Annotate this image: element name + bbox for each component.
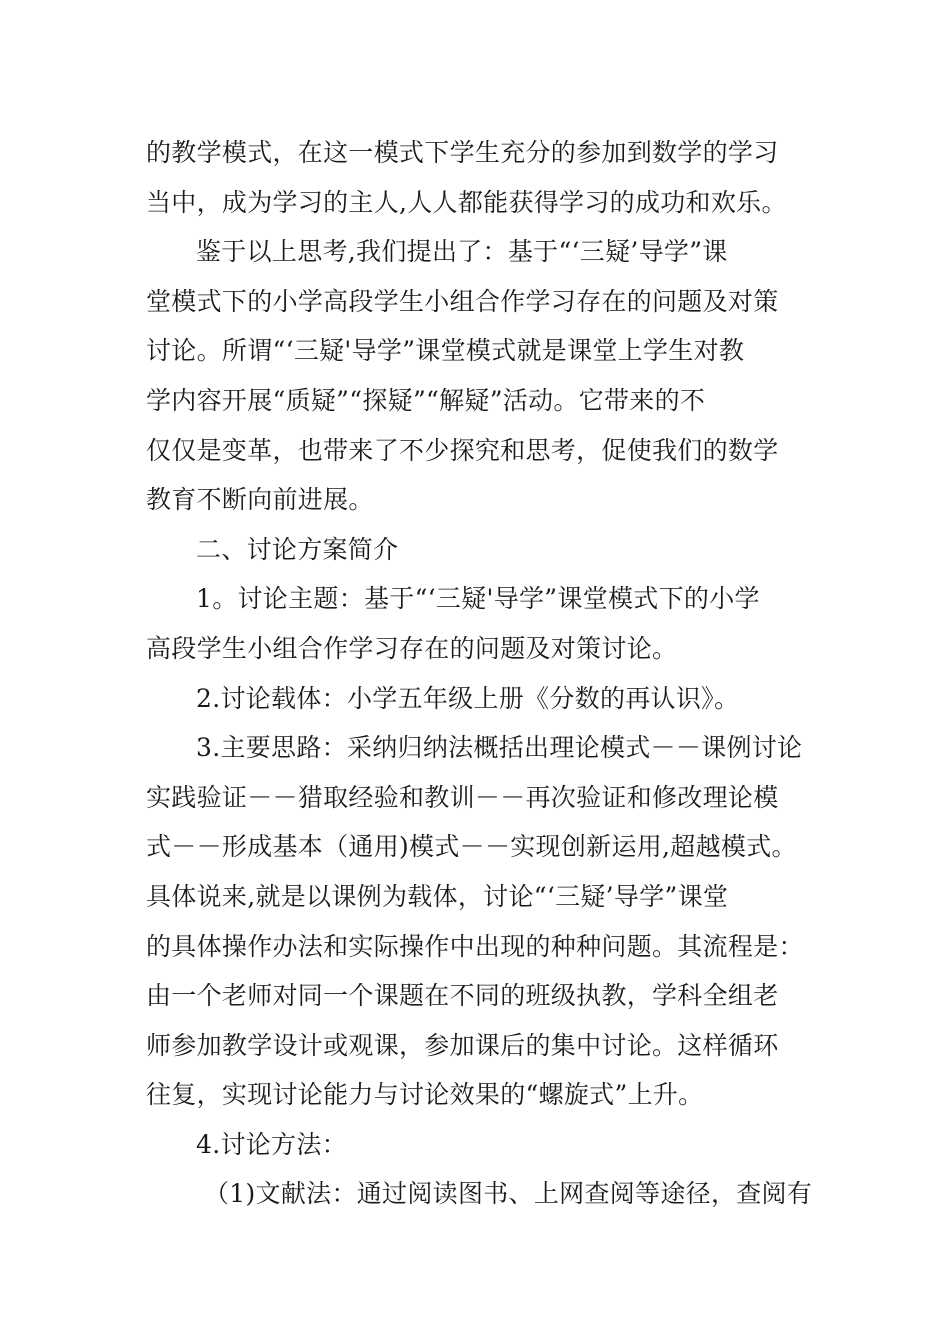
text-line: 的教学模式，在这一模式下学生充分的参加到数学的学习 <box>146 138 779 167</box>
text-line: 讨论。所谓“‘三疑'导学”课堂模式就是课堂上学生对教 <box>146 336 745 366</box>
text-line: 高段学生小组合作学习存在的问题及对策讨论。 <box>146 633 678 663</box>
text-line: （1)文献法：通过阅读图书、上网查阅等途径，查阅有 <box>204 1179 813 1209</box>
text-line: 的具体操作办法和实际操作中出现的种种问题。其流程是： <box>146 931 804 961</box>
text-line: 1。讨论主题：基于“‘三疑'导学”课堂模式下的小学 <box>196 584 760 614</box>
text-line: 仅仅是变革，也带来了不少探究和思考，促使我们的数学 <box>146 435 779 465</box>
text-line: 往复，实现讨论能力与讨论效果的“螺旋式”上升。 <box>146 1080 704 1110</box>
text-line: 教育不断向前进展。 <box>146 485 374 515</box>
body-text <box>146 128 813 1219</box>
text-line: 3.主要思路：采纳归纳法概括出理论模式－－课例讨论 <box>196 733 803 763</box>
text-line: 鉴于以上思考,我们提出了：基于“‘三疑’导学”课 <box>196 237 728 267</box>
text-line: 师参加教学设计或观课，参加课后的集中讨论。这样循环 <box>146 1030 779 1060</box>
text-line: 4.讨论方法： <box>196 1129 347 1159</box>
section-heading: 二、讨论方案简介 <box>196 534 399 564</box>
text-line: 具体说来,就是以课例为载体，讨论“‘三疑’导学”课堂 <box>146 881 729 911</box>
text-line: 由一个老师对同一个课题在不同的班级执教，学科全组老 <box>146 981 779 1011</box>
text-line: 当中，成为学习的主人,人人都能获得学习的成功和欢乐。 <box>146 187 787 217</box>
text-line: 学内容开展“质疑”“探疑”“解疑”活动。它带来的不 <box>146 385 706 415</box>
text-line: 实践验证－－猎取经验和教训－－再次验证和修改理论模 <box>146 782 779 812</box>
text-line: 堂模式下的小学高段学生小组合作学习存在的问题及对策 <box>146 286 779 316</box>
text-line: 式－－形成基本（通用)模式－－实现创新运用,超越模式。 <box>146 832 797 862</box>
text-line: 2.讨论载体：小学五年级上册《分数的再认识》。 <box>196 683 740 713</box>
